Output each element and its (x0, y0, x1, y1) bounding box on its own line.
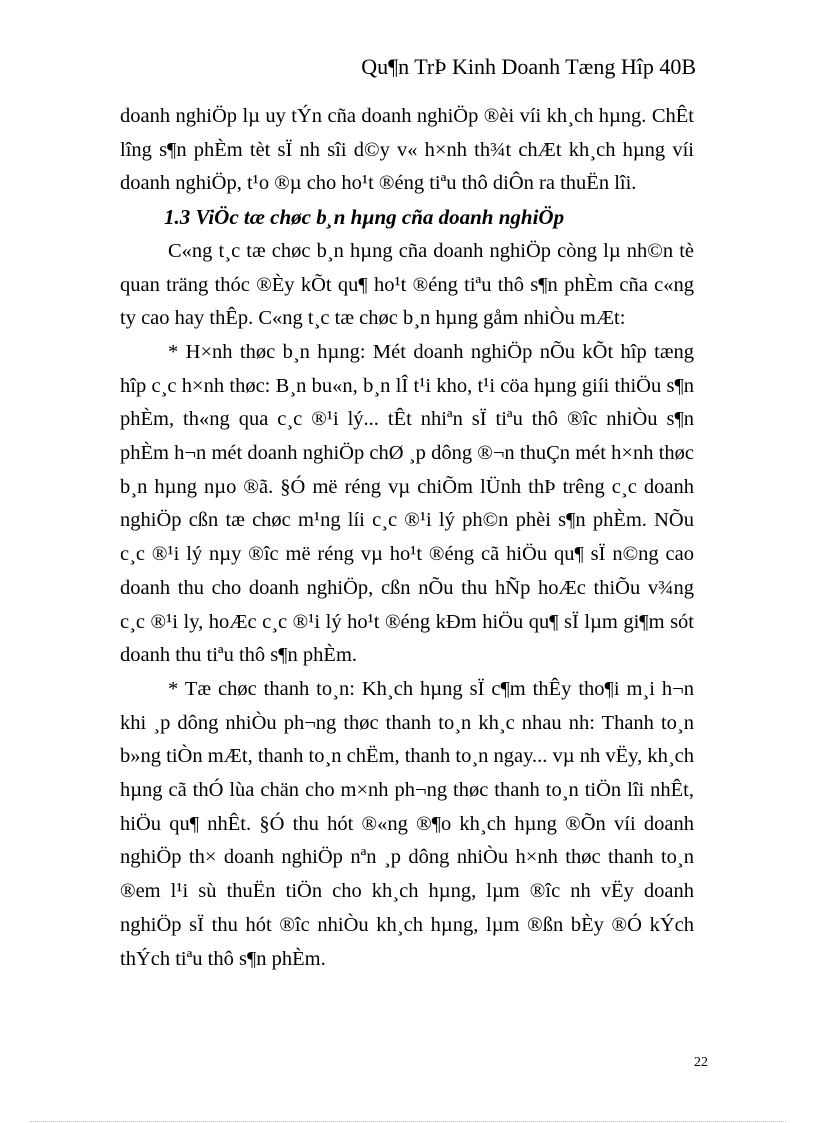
section-heading: 1.3 ViÖc tæ chøc b¸n hµng cña doanh nghiÖp (164, 205, 565, 230)
running-header: Qu¶n TrÞ Kinh Doanh Tæng Hîp 40B (361, 54, 696, 79)
page-number: 22 (694, 1055, 708, 1070)
page-body (120, 100, 694, 976)
page-bottom-divider (30, 1121, 786, 1122)
paragraph-sales-forms: * H×nh thøc b¸n hµng: Mét doanh nghiÖp nÕu kÕt hîp tæng hîp c¸c h×nh thøc: B¸n bu«n, b¸n lÎ t¹i kho, t¹i cöa hµng giíi thiÖu s¶n phÈm, th«ng qua c¸c ®¹i lý... tÊt nhiªn sÏ tiªu thô ®îc nhiÒu s¶n phÈm h¬n mét doanh nghiÖp chØ ¸p dông ®¬n thuÇn mét h×nh thøc b¸n hµng nµo ®ã. §Ó më réng vµ chiÕm lÜnh thÞ trêng c¸c doanh nghiÖp cßn tæ chøc m¹ng líi c¸c ®¹i lý ph©n phèi s¶n phÈm. NÕu c¸c ®¹i lý nµy ®îc më réng vµ ho¹t ®éng cã hiÖu qu¶ sÏ n©ng cao doanh thu cho doanh nghiÖp, cßn nÕu thu hÑp hoÆc thiÕu v¾ng c¸c ®¹i ly, hoÆc c¸c ®¹i lý ho¹t ®éng kÐm hiÖu qu¶ sÏ lµm gi¶m sót doanh thu tiªu thô s¶n phÈm. (120, 340, 694, 667)
paragraph-quality-reputation: doanh nghiÖp lµ uy tÝn cña doanh nghiÖp ®èi víi kh¸ch hµng. ChÊt lîng s¶n phÈm tèt sÏ nh sîi d©y v« h×nh th¾t chÆt kh¸ch hµng víi doanh nghiÖp, t¹o ®µ cho ho¹t ®éng tiªu thô diÔn ra thuËn lîi. (120, 105, 694, 195)
paragraph-payment-organization: * Tæ chøc thanh to¸n: Kh¸ch hµng sÏ c¶m thÊy tho¶i m¸i h¬n khi ¸p dông nhiÒu ph¬ng thøc thanh to¸n kh¸c nhau nh: Thanh to¸n b»ng tiÒn mÆt, thanh to¸n chËm, thanh to¸n ngay... vµ nh vËy, kh¸ch hµng cã thÓ lùa chän cho m×nh ph¬ng thøc thanh to¸n tiÖn lîi nhÊt, hiÖu qu¶ nhÊt. §Ó thu hót ®«ng ®¶o kh¸ch hµng ®Õn víi doanh nghiÖp th× doanh nghiÖp nªn ¸p dông nhiÒu h×nh thøc thanh to¸n ®em l¹i sù thuËn tiÖn cho kh¸ch hµng, lµm ®îc nh vËy doanh nghiÖp sÏ thu hót ®îc nhiÒu kh¸ch hµng, lµm ®ßn bÈy ®Ó kÝch thÝch tiªu thô s¶n phÈm. (120, 677, 694, 970)
paragraph-sales-organization: C«ng t¸c tæ chøc b¸n hµng cña doanh nghiÖp còng lµ nh©n tè quan träng thóc ®Èy kÕt qu¶ ho¹t ®éng tiªu thô s¶n phÈm cña c«ng ty cao hay thÊp. C«ng t¸c tæ chøc b¸n hµng gåm nhiÒu mÆt: (120, 239, 694, 330)
